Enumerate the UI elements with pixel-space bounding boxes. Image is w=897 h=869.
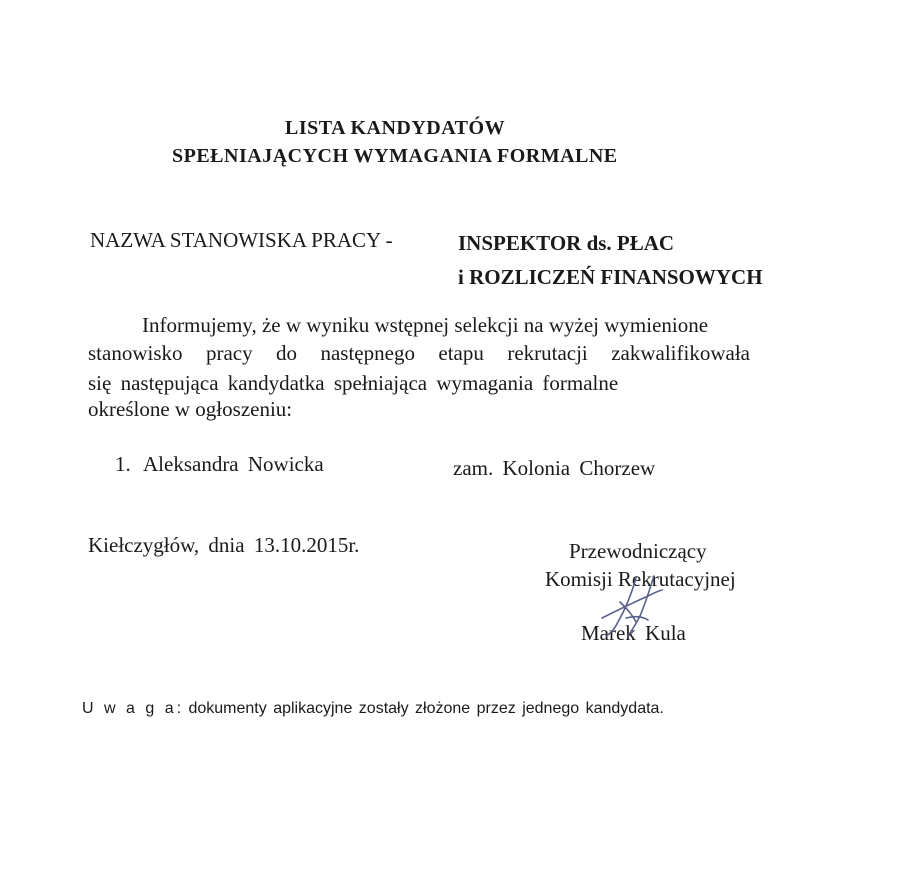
body-line-2: stanowisko pracy do następnego etapu rekrutacji zakwalifikowała <box>88 341 750 365</box>
position-label: NAZWA STANOWISKA PRACY - <box>90 228 393 252</box>
title-line-1: LISTA KANDYDATÓW <box>285 117 506 139</box>
candidate-name: Aleksandra Nowicka <box>143 452 324 476</box>
body-line-1: Informujemy, że w wyniku wstępnej selekcji na wyżej wymienione <box>142 313 709 337</box>
candidate-number: 1. <box>115 452 131 476</box>
signatory-commission: Komisji Rekrutacyjnej <box>545 567 736 591</box>
title-line-2: SPEŁNIAJĄCYCH WYMAGANIA FORMALNE <box>172 145 618 167</box>
signatory-role: Przewodniczący <box>569 539 707 563</box>
body-line-4: określone w ogłoszeniu: <box>88 397 293 421</box>
note-text: dokumenty aplikacyjne zostały złożone przez jednego kandydata. <box>188 700 664 717</box>
position-value-line-2: i ROZLICZEŃ FINANSOWYCH <box>458 265 763 289</box>
note-label: U w a g a: <box>82 700 185 717</box>
note <box>82 700 664 718</box>
candidate-address: zam. Kolonia Chorzew <box>453 456 656 480</box>
position-value-line-1: INSPEKTOR ds. PŁAC <box>458 231 675 255</box>
handwritten-signature <box>596 572 666 640</box>
body-line-3: się następująca kandydatka spełniająca wymagania formalne <box>88 371 619 395</box>
place-and-date: Kiełczygłów, dnia 13.10.2015r. <box>88 533 360 557</box>
signatory-name: Marek Kula <box>581 621 686 645</box>
